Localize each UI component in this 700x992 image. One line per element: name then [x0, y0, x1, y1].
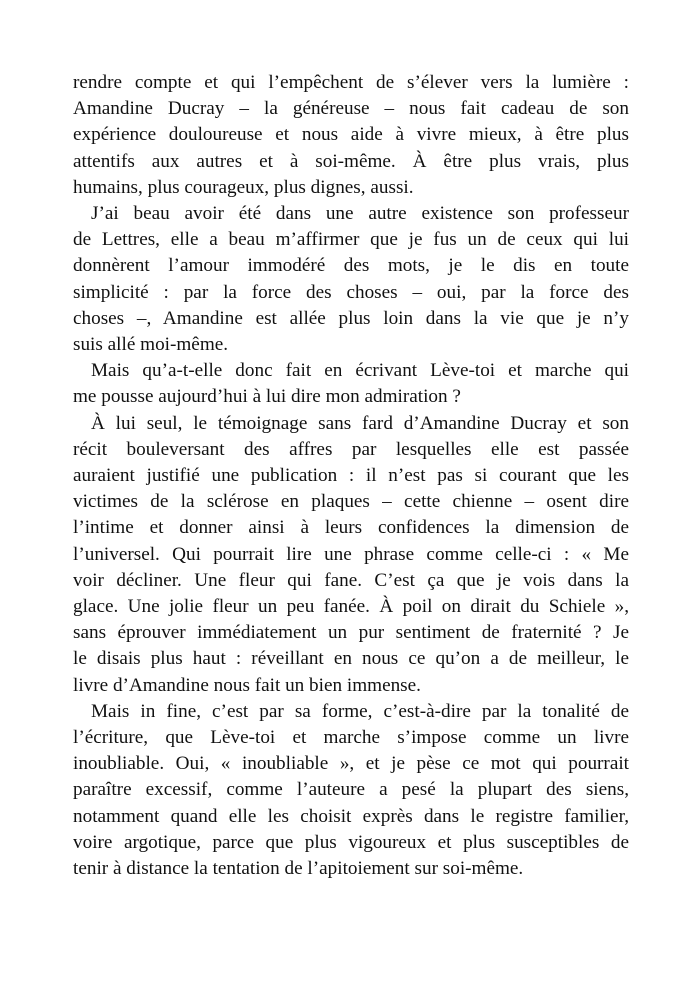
text-line: notamment quand elle les choisit exprès dans le registre familier, — [73, 805, 629, 827]
text-line: voire argotique, parce que plus vigoureux et plus susceptibles de — [73, 831, 629, 853]
text-line: suis allé moi-même. — [73, 334, 229, 356]
text-line: donnèrent l’amour immodéré des mots, je le dis en toute — [73, 255, 629, 277]
text-line: humains, plus courageux, plus dignes, aussi. — [73, 176, 414, 198]
text-line: expérience douloureuse et nous aide à vivre mieux, à être plus — [73, 124, 629, 146]
paragraph — [73, 411, 629, 699]
text-line: J’ai beau avoir été dans une autre existence son professeur — [91, 203, 629, 225]
text-line: l’universel. Qui pourrait lire une phrase comme celle-ci : « Me — [73, 543, 629, 565]
paragraph — [73, 699, 629, 882]
text-line: simplicité : par la force des choses – oui, par la force des — [73, 281, 629, 303]
text-line: me pousse aujourd’hui à lui dire mon admiration ? — [73, 386, 461, 408]
text-line: livre d’Amandine nous fait un bien immense. — [73, 674, 421, 696]
text-line: rendre compte et qui l’empêchent de s’élever vers la lumière : — [73, 72, 629, 93]
page-body-text — [73, 70, 629, 882]
paragraph — [73, 70, 629, 201]
text-line: choses –, Amandine est allée plus loin dans la vie que je n’y — [73, 307, 629, 329]
text-line: récit bouleversant des affres par lesquelles elle est passée — [73, 438, 629, 460]
text-line: le disais plus haut : réveillant en nous ce qu’on a de meilleur, le — [73, 648, 629, 670]
paragraph-container — [73, 70, 629, 882]
text-line: tenir à distance la tentation de l’apitoiement sur soi-même. — [73, 858, 524, 880]
text-line: Amandine Ducray – la généreuse – nous fait cadeau de son — [73, 98, 629, 120]
text-line: À lui seul, le témoignage sans fard d’Amandine Ducray et son — [91, 412, 629, 434]
text-line: glace. Une jolie fleur un peu fanée. À poil on dirait du Schiele », — [73, 596, 629, 618]
paragraph — [73, 358, 629, 410]
text-line: victimes de la sclérose en plaques – cette chienne – osent dire — [73, 491, 629, 513]
text-line: Mais in fine, c’est par sa forme, c’est-à-dire par la tonalité de — [91, 700, 629, 722]
text-line: de Lettres, elle a beau m’affirmer que je fus un de ceux qui lui — [73, 229, 629, 251]
text-line: l’écriture, que Lève-toi et marche s’impose comme un livre — [73, 727, 629, 749]
text-line: voir décliner. Une fleur qui fane. C’est ça que je vois dans la — [73, 569, 629, 591]
text-line: sans éprouver immédiatement un pur sentiment de fraternité ? Je — [73, 622, 629, 644]
text-line: inoubliable. Oui, « inoubliable », et je pèse ce mot qui pourrait — [73, 753, 629, 775]
text-line: auraient justifié une publication : il n’est pas si courant que les — [73, 465, 629, 487]
paragraph — [73, 201, 629, 358]
text-line: paraître excessif, comme l’auteure a pesé la plupart des siens, — [73, 779, 629, 801]
text-line: Mais qu’a-t-elle donc fait en écrivant Lève-toi et marche qui — [91, 360, 629, 382]
text-line: attentifs aux autres et à soi-même. À être plus vrais, plus — [73, 150, 629, 172]
text-line: l’intime et donner ainsi à leurs confidences la dimension de — [73, 517, 629, 539]
